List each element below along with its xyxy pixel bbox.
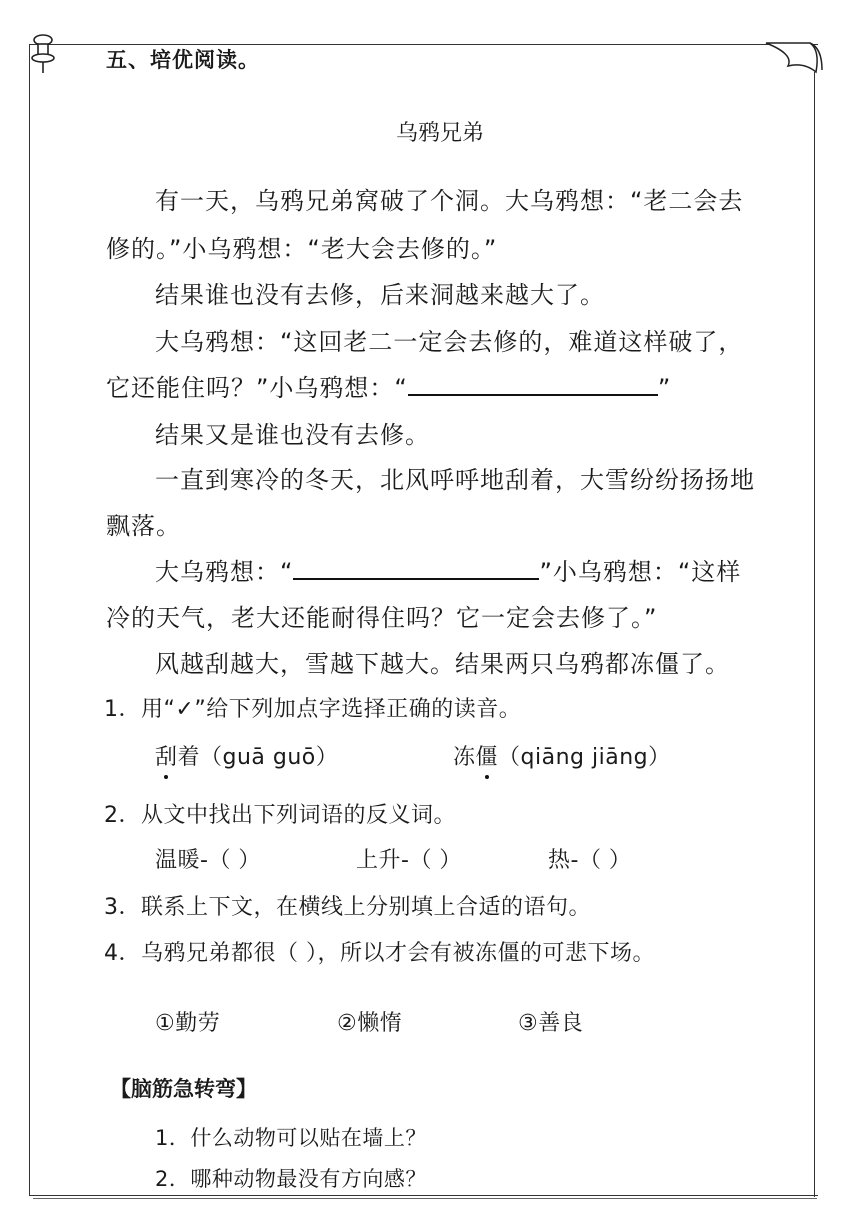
pushpin-icon: [28, 32, 58, 74]
story-title: 乌鸦兄弟: [396, 121, 485, 146]
story-line: 结果又是谁也没有去修。: [155, 421, 430, 449]
answer-blank-1[interactable]: [408, 372, 658, 396]
story-text: ”小乌鸦想：“这样: [539, 558, 742, 586]
option-2[interactable]: ②懒惰: [337, 1011, 403, 1036]
story-line: 风越刮越大，雪越下越大。结果两只乌鸦都冻僵了。: [155, 650, 730, 678]
story-text: 它还能住吗？”小乌鸦想：“: [106, 374, 408, 402]
story-line: 修的。”小乌鸦想：“老大会去修的。”: [106, 235, 498, 263]
question-text: 1．用“: [104, 697, 176, 722]
q1-word-dongjiang[interactable]: [453, 740, 671, 771]
option-3[interactable]: ③善良: [518, 1011, 584, 1036]
q1-word-guazhe[interactable]: [155, 740, 338, 771]
question-3: 3．联系上下文，在横线上分别填上合适的语句。: [104, 895, 591, 920]
page-curl-icon: [764, 40, 824, 80]
brain-teaser-title: 【脑筋急转弯】: [110, 1077, 257, 1101]
story-line: [155, 552, 741, 587]
word-char: 冻: [453, 745, 476, 770]
question-text: ”给下列加点字选择正确的读音。: [194, 697, 522, 722]
story-line: [106, 368, 671, 403]
story-line: 一直到寒冷的冬天，北风呼呼地刮着，大雪纷纷扬扬地: [155, 466, 755, 494]
brain-teaser-item: 2．哪种动物最没有方向感？: [155, 1167, 427, 1191]
dotted-char: 刮: [155, 740, 178, 771]
antonym-blank-1[interactable]: 温暖-（ ）: [155, 848, 261, 873]
story-text: ”: [657, 374, 672, 402]
pinyin-choice: （qiāng jiāng）: [498, 745, 671, 770]
story-line: 有一天，乌鸦兄弟窝破了个洞。大乌鸦想：“老二会去: [155, 187, 744, 215]
question-1: [104, 692, 521, 723]
story-line: 大乌鸦想：“这回老二一定会去修的，难道这样破了，: [155, 328, 744, 356]
story-line: 冷的天气，老大还能耐得住吗？它一定会去修了。”: [106, 604, 658, 632]
story-line: 结果谁也没有去修，后来洞越来越大了。: [155, 281, 605, 309]
dotted-char: 僵: [476, 740, 499, 771]
pinyin-choice: 着（guā guō）: [177, 745, 339, 770]
antonym-blank-2[interactable]: 上升-（ ）: [356, 848, 462, 873]
story-text: 大乌鸦想：“: [155, 558, 294, 586]
question-2: 2．从文中找出下列词语的反义词。: [104, 803, 456, 828]
brain-teaser-item: 1．什么动物可以贴在墙上？: [155, 1126, 427, 1150]
answer-blank-2[interactable]: [293, 556, 539, 580]
section-title: 五、培优阅读。: [106, 48, 260, 72]
antonym-blank-3[interactable]: 热-（ ）: [548, 848, 632, 873]
story-line: 飘落。: [106, 512, 181, 540]
worksheet-border-right: [814, 72, 815, 1197]
checkmark-icon: ✓: [175, 697, 195, 722]
question-4: 4．乌鸦兄弟都很（ ），所以才会有被冻僵的可悲下场。: [104, 941, 655, 966]
worksheet-border-shadow: [33, 1198, 817, 1199]
option-1[interactable]: ①勤劳: [155, 1011, 221, 1036]
